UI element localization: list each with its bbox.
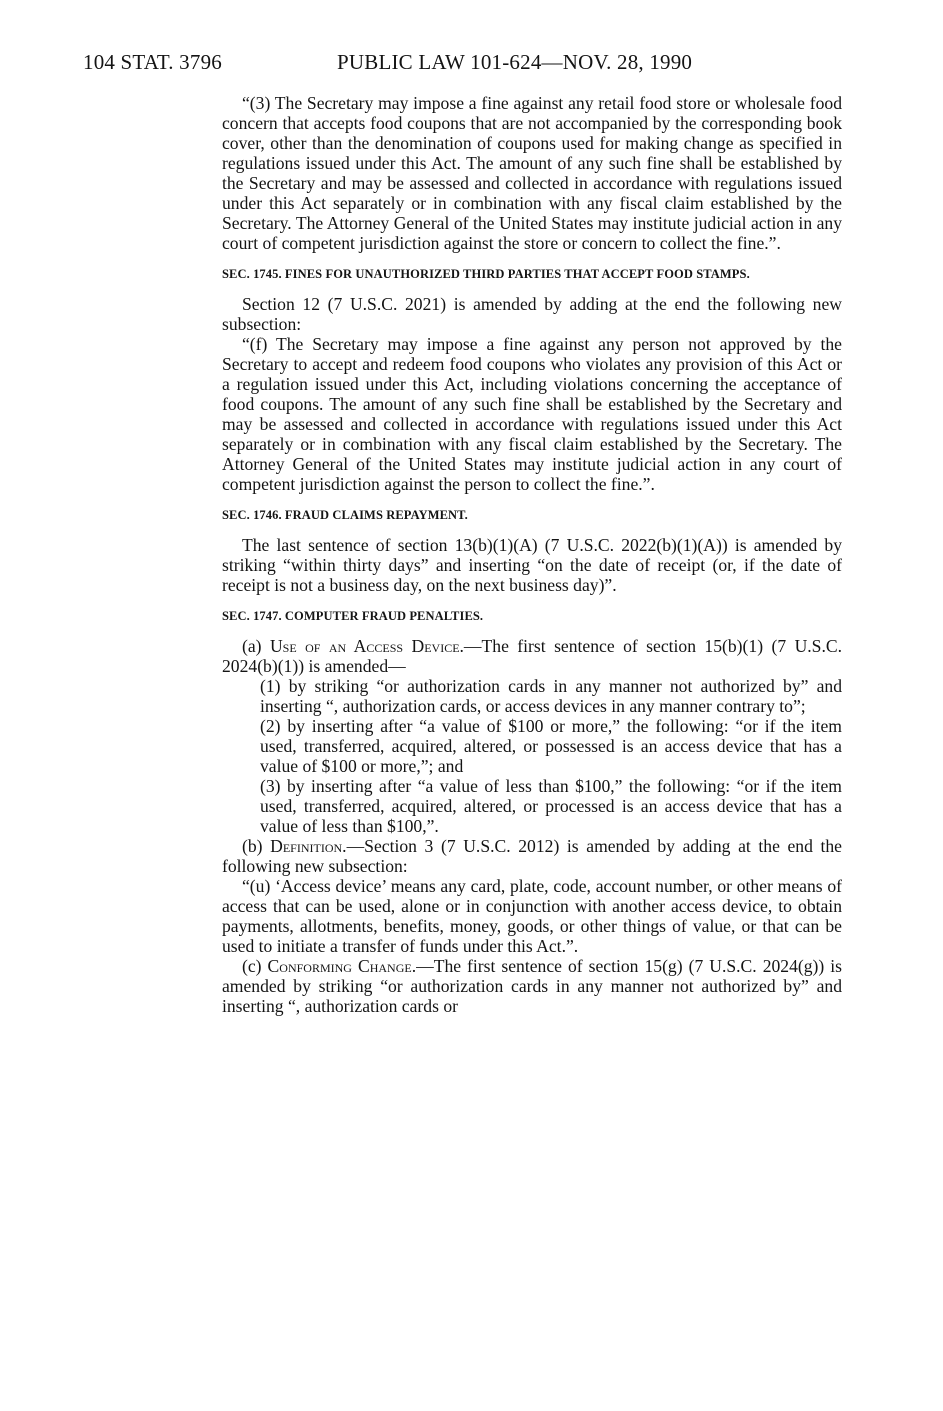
document-body bbox=[222, 93, 842, 1016]
subsection-a-label: (a) bbox=[242, 636, 270, 656]
subsection-a bbox=[222, 636, 842, 676]
subsection-b-caption: Definition bbox=[270, 836, 343, 856]
section-1745-intro: Section 12 (7 U.S.C. 2021) is amended by adding at the end the following new subsection: bbox=[222, 294, 842, 334]
subsection-a-caption: Use of an Access Device bbox=[269, 636, 460, 656]
subsection-c bbox=[222, 956, 842, 1016]
subsection-b-label: (b) bbox=[242, 836, 271, 856]
subsection-u-definition: “(u) ‘Access device’ means any card, plate, code, account number, or other means of access that can be used, alone or in conjunction with another access device, to obtain payments, allotments, benefits, money, goods, or other things of value, or that can be used to initiate a transfer of funds under this Act.”. bbox=[222, 876, 842, 956]
section-1746-text: The last sentence of section 13(b)(1)(A) (7 U.S.C. 2022(b)(1)(A)) is amended by striking “within thirty days” and inserting “on the date of receipt (or, if the date of receipt is not a business day, on the next business day)”. bbox=[222, 535, 842, 595]
paragraph-fine-retail-store: “(3) The Secretary may impose a fine against any retail food store or wholesale food concern that accepts food coupons that are not accompanied by the corresponding book cover, other than the denomination of coupons used for making change as specified in regulations issued under this Act. The amount of any such fine shall be established by the Secretary and may be assessed and collected in accordance with regulations issued under this Act separately or in combination with any fiscal claim established by the Secretary. The Attorney General of the United States may institute judicial action in any court of competent jurisdiction against the store or concern to collect the fine.”. bbox=[222, 93, 842, 253]
subsection-a-text: .—The first sentence of section 15(b)(1) (7 U.S.C. 2024(b)(1)) is amended— bbox=[222, 636, 842, 676]
subsection-c-label: (c) bbox=[242, 956, 268, 976]
section-heading-1745: SEC. 1745. FINES FOR UNAUTHORIZED THIRD PARTIES THAT ACCEPT FOOD STAMPS. bbox=[222, 267, 750, 281]
page-folio: 104 STAT. 3796 bbox=[83, 50, 222, 74]
running-head: PUBLIC LAW 101-624—NOV. 28, 1990 bbox=[337, 50, 693, 74]
subsection-a-item-3: (3) by inserting after “a value of less than $100,” the following: “or if the item used, transferred, acquired, altered, or processed is an access device that has a value of less than $100,”. bbox=[260, 776, 842, 836]
section-heading-1747: SEC. 1747. COMPUTER FRAUD PENALTIES. bbox=[222, 609, 484, 623]
subsection-a-item-2: (2) by inserting after “a value of $100 or more,” the following: “or if the item used, transferred, acquired, altered, or possessed is an access device that has a value of $100 or more,”; and bbox=[260, 716, 842, 776]
subsection-b-text: .—Section 3 (7 U.S.C. 2012) is amended by adding at the end the following new subsection: bbox=[222, 836, 842, 876]
subsection-c-caption: Conforming Change bbox=[267, 956, 412, 976]
subsection-c-text: .—The first sentence of section 15(g) (7 U.S.C. 2024(g)) is amended by striking “or authorization cards in any manner not authorized by” and inserting “, authorization cards or bbox=[222, 956, 842, 1016]
subsection-b bbox=[222, 836, 842, 876]
page-header bbox=[83, 50, 843, 82]
section-1745-subsection-f: “(f) The Secretary may impose a fine against any person not approved by the Secretary to accept and redeem food coupons who violates any provision of this Act or a regulation issued under this Act, including violations concerning the acceptance of food coupons. The amount of any such fine shall be established by the Secretary and may be assessed and collected in accordance with regulations issued under this Act separately or in combination with any fiscal claim established by the Secretary. The Attorney General of the United States may institute judicial action in any court of competent jurisdiction against the person to collect the fine.”. bbox=[222, 334, 842, 494]
subsection-a-item-1: (1) by striking “or authorization cards in any manner not authorized by” and inserting “, authorization cards, or access devices in any manner contrary to”; bbox=[260, 676, 842, 716]
section-heading-1746: SEC. 1746. FRAUD CLAIMS REPAYMENT. bbox=[222, 508, 468, 522]
